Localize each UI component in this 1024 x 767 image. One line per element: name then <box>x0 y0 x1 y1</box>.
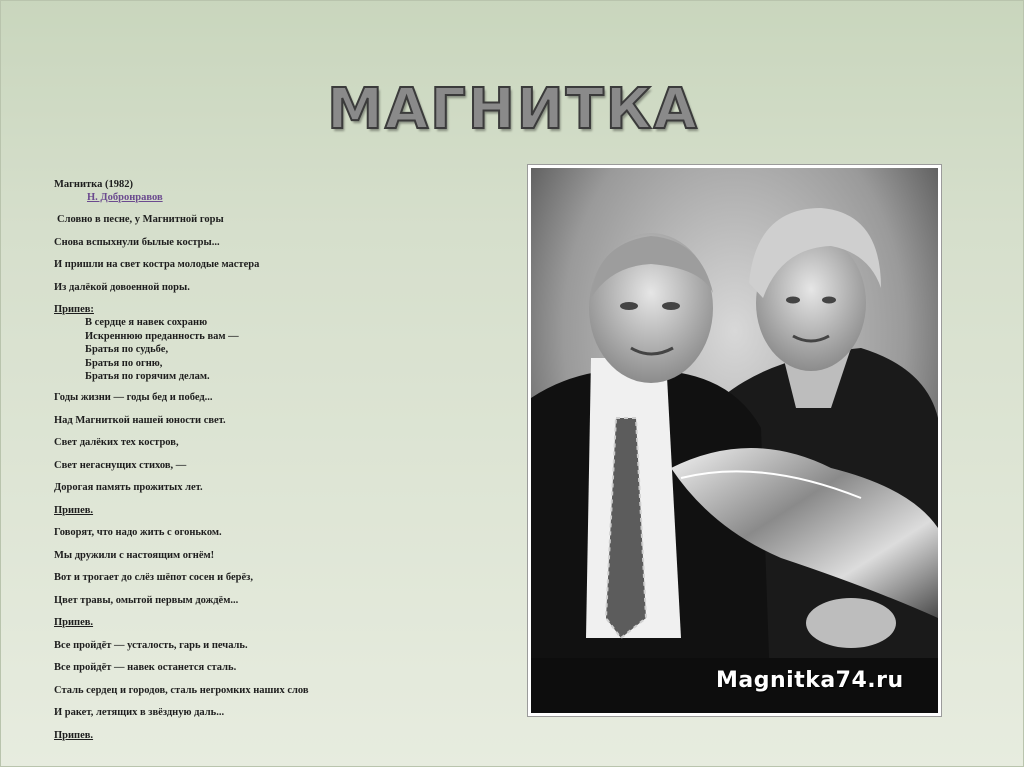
chorus-line: Искреннюю преданность вам — <box>85 330 239 342</box>
verse-line: Из далёкой довоенной поры. <box>54 281 190 293</box>
author-link[interactable]: Н. Добронравов <box>87 192 163 203</box>
verse-line: Словно в песне, у Магнитной горы <box>57 214 224 225</box>
verse-line: Дорогая память прожитых лет. <box>54 482 203 493</box>
verse-line: И пришли на свет костра молодые мастера <box>54 259 260 270</box>
chorus-line: В сердце я навек сохраню <box>85 317 208 328</box>
verse-line: Говорят, что надо жить с огоньком. <box>54 527 222 538</box>
portrait-illustration <box>531 168 938 713</box>
verse-line: Мы дружили с настоящим огнём! <box>54 549 215 561</box>
chorus-reference: Припев. <box>54 504 94 516</box>
slide-title: МАГНИТКА <box>327 77 699 142</box>
verse-line: Вот и трогает до слёз шёпот сосен и берёз, <box>54 572 253 583</box>
portrait-photo <box>531 168 938 713</box>
chorus-reference: Припев. <box>54 729 94 741</box>
photo-frame <box>527 164 942 717</box>
verse-line: Свет негаснущих стихов, — <box>54 459 187 471</box>
verse-line: Свет далёких тех костров, <box>54 437 179 448</box>
verse-line: Сталь сердец и городов, сталь негромких наших слов <box>54 684 309 696</box>
verse-line: Все пройдёт — навек останется сталь. <box>54 662 237 673</box>
verse-line: Цвет травы, омытой первым дождём... <box>54 594 239 606</box>
verse-line: Все пройдёт — усталость, гарь и печаль. <box>54 639 248 651</box>
chorus-lines <box>54 316 474 384</box>
chorus-line: Братья по горячим делам. <box>85 371 210 382</box>
photo-watermark: Magnitka74.ru <box>716 668 904 693</box>
verse-line: Годы жизни — годы бед и побед... <box>54 392 213 403</box>
lyrics-block <box>54 178 474 751</box>
chorus-line: Братья по судьбе, <box>85 344 169 355</box>
verse-line: Снова вспыхнули былые костры... <box>54 236 220 248</box>
verse-line: Над Магниткой нашей юности свет. <box>54 414 226 426</box>
chorus-reference: Припев. <box>54 617 94 628</box>
verse-line: И ракет, летящих в звёздную даль... <box>54 707 225 718</box>
chorus-block <box>54 303 474 391</box>
chorus-line: Братья по огню, <box>85 357 163 369</box>
chorus-label: Припев: <box>54 304 94 315</box>
song-heading: Магнитка (1982) <box>54 179 133 190</box>
